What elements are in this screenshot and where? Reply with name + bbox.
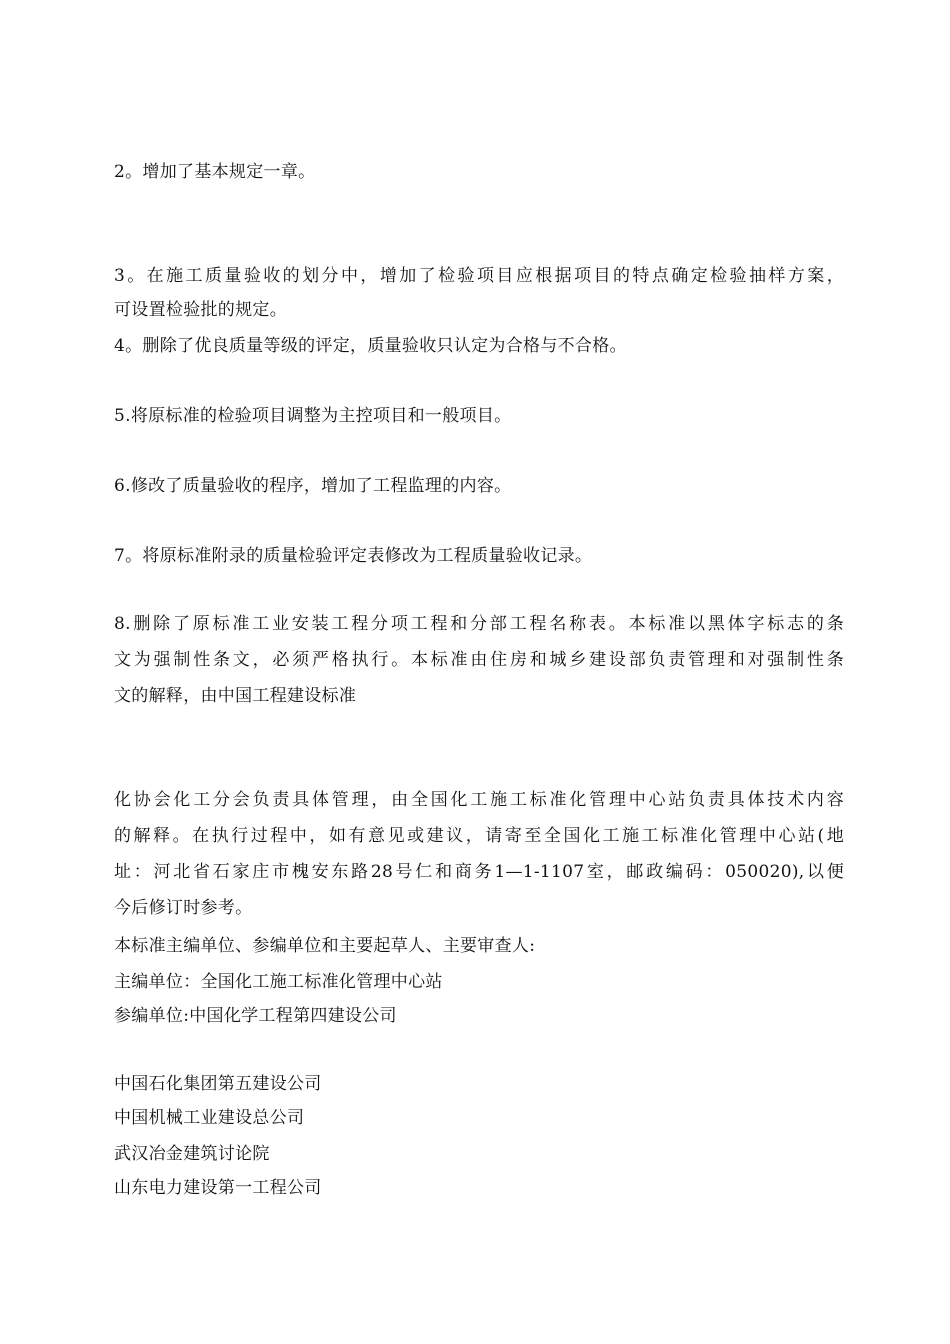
paragraph-line3: 址：河北省石家庄市槐安东路28号仁和商务1—1-1107室，邮政编码：050020),以便 — [114, 862, 844, 882]
item-3-text-line1: 3。在施工质量验收的划分中，增加了检验项目应根据项目的特点确定检验抽样方案， — [114, 266, 844, 286]
item-8-text-line2: 文为强制性条文，必须严格执行。本标准由住房和城乡建设部负责管理和对强制性条 — [114, 650, 844, 670]
participating-unit-item: 山东电力建设第一工程公司 — [114, 1178, 322, 1198]
item-4-text: 4。删除了优良质量等级的评定，质量验收只认定为合格与不合格。 — [114, 336, 627, 356]
item-2-text: 2。增加了基本规定一章。 — [114, 162, 316, 182]
paragraph-line4: 今后修订时参考。 — [114, 898, 253, 918]
participating-unit-item: 中国机械工业建设总公司 — [114, 1108, 305, 1128]
item-3-text-line2: 可设置检验批的规定。 — [114, 300, 287, 320]
paragraph-line1: 化协会化工分会负责具体管理，由全国化工施工标准化管理中心站负责具体技术内容 — [114, 790, 844, 810]
item-7-text: 7。将原标准附录的质量检验评定表修改为工程质量验收记录。 — [114, 546, 593, 566]
participating-unit-item: 武汉冶金建筑讨论院 — [114, 1144, 270, 1164]
units-heading: 本标准主编单位、参编单位和主要起草人、主要审查人: — [114, 936, 536, 956]
chief-editor-unit: 主编单位：全国化工施工标准化管理中心站 — [114, 972, 443, 992]
item-5-text: 5.将原标准的检验项目调整为主控项目和一般项目。 — [114, 406, 512, 426]
item-8-text-line1: 8.删除了原标准工业安装工程分项工程和分部工程名称表。本标准以黑体字标志的条 — [114, 614, 844, 634]
item-8-text-line3: 文的解释，由中国工程建设标准 — [114, 686, 357, 706]
participating-unit-item: 中国石化集团第五建设公司 — [114, 1074, 322, 1094]
item-6-text: 6.修改了质量验收的程序，增加了工程监理的内容。 — [114, 476, 512, 496]
paragraph-line2: 的解释。在执行过程中，如有意见或建议，请寄至全国化工施工标准化管理中心站(地 — [114, 826, 844, 846]
participating-unit: 参编单位:中国化学工程第四建设公司 — [114, 1006, 397, 1026]
